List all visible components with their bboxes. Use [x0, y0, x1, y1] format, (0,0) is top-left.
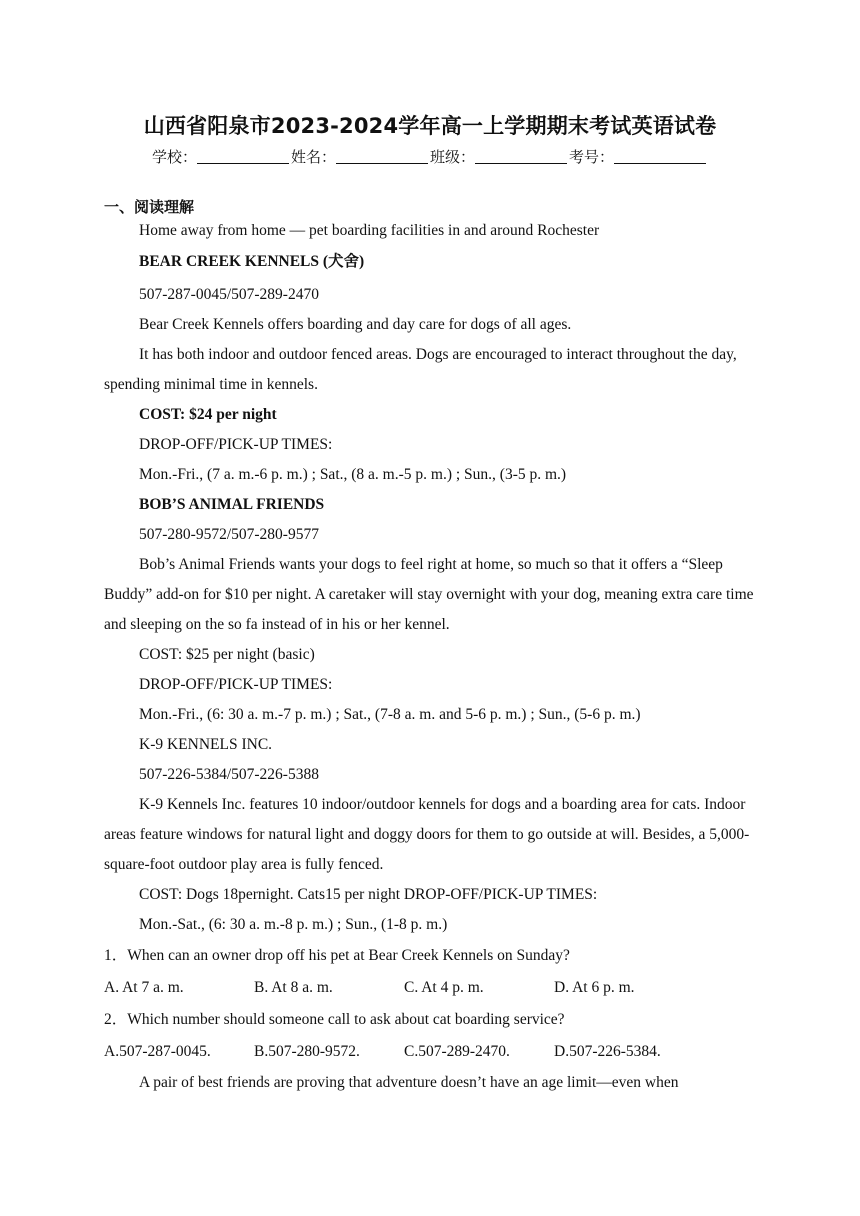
question-2: 2．Which number should someone call to ask about cat boarding service? — [104, 1011, 565, 1028]
exam-number-label: 考号： — [569, 148, 615, 166]
exam-title: 山西省阳泉市2023-2024学年高一上学期期末考试英语试卷 — [143, 114, 717, 138]
q1-option-a[interactable]: A. At 7 a. m. — [104, 979, 184, 996]
exam-number-blank[interactable] — [614, 149, 706, 164]
kennel3-desc: K-9 Kennels Inc. features 10 indoor/outdoor kennels for dogs and a boarding area for cats. Indoor areas feature windows for natural light and doggy doors for them to go outside at will. Besides, a 5,000-square-foot outdoor play area is fully fenced. — [104, 796, 750, 873]
school-blank[interactable] — [197, 149, 289, 164]
section-heading: 一、阅读理解 — [104, 198, 195, 216]
class-label: 班级： — [430, 148, 476, 166]
kennel1-desc1: Bear Creek Kennels offers boarding and day care for dogs of all ages. — [139, 316, 572, 333]
name-blank[interactable] — [336, 149, 428, 164]
q2-option-c[interactable]: C.507-289-2470. — [404, 1043, 510, 1060]
kennel1-times: Mon.-Fri., (7 a. m.-6 p. m.) ; Sat., (8 a. m.-5 p. m.) ; Sun., (3-5 p. m.) — [139, 466, 567, 483]
q1-option-b[interactable]: B. At 8 a. m. — [254, 979, 333, 996]
student-info-line — [0, 146, 860, 167]
kennel2-name: BOB’S ANIMAL FRIENDS — [139, 496, 325, 513]
exam-content — [104, 196, 756, 1098]
kennel1-phone: 507-287-0045/507-289-2470 — [139, 286, 319, 303]
q1-option-c[interactable]: C. At 4 p. m. — [404, 979, 484, 996]
question-2-options — [104, 1036, 756, 1068]
kennel2-times: Mon.-Fri., (6: 30 a. m.-7 p. m.) ; Sat., (7-8 a. m. and 5-6 p. m.) ; Sun., (5-6 p. m.) — [139, 706, 641, 723]
passage-intro: Home away from home — pet boarding facilities in and around Rochester — [139, 222, 600, 239]
q1-option-d[interactable]: D. At 6 p. m. — [554, 979, 635, 996]
kennel1-name: BEAR CREEK KENNELS (犬舍) — [139, 253, 365, 270]
kennel1-times-label: DROP-OFF/PICK-UP TIMES: — [139, 436, 333, 453]
kennel1-desc2: It has both indoor and outdoor fenced areas. Dogs are encouraged to interact throughout the day, spending minimal time in kennels. — [104, 346, 737, 393]
q2-option-b[interactable]: B.507-280-9572. — [254, 1043, 360, 1060]
question-1-options — [104, 972, 756, 1004]
kennel2-times-label: DROP-OFF/PICK-UP TIMES: — [139, 676, 333, 693]
kennel3-phone: 507-226-5384/507-226-5388 — [139, 766, 319, 783]
kennel3-times: Mon.-Sat., (6: 30 a. m.-8 p. m.) ; Sun., (1-8 p. m.) — [139, 916, 448, 933]
kennel2-cost: COST: $25 per night (basic) — [139, 646, 315, 663]
kennel2-desc: Bob’s Animal Friends wants your dogs to feel right at home, so much so that it offers a “Sleep Buddy” add-on for $10 per night. A caretaker will stay overnight with your dog, meaning extra care time and sleeping on the so fa instead of in his or her kennel. — [104, 556, 754, 633]
question-1: 1．When can an owner drop off his pet at Bear Creek Kennels on Sunday? — [104, 947, 570, 964]
kennel3-cost: COST: Dogs 18pernight. Cats15 per night DROP-OFF/PICK-UP TIMES: — [139, 886, 598, 903]
next-passage-start: A pair of best friends are proving that adventure doesn’t have an age limit—even when — [139, 1074, 679, 1091]
kennel1-cost: COST: $24 per night — [139, 406, 277, 423]
kennel2-phone: 507-280-9572/507-280-9577 — [139, 526, 319, 543]
q2-option-a[interactable]: A.507-287-0045. — [104, 1043, 211, 1060]
q2-option-d[interactable]: D.507-226-5384. — [554, 1043, 661, 1060]
name-label: 姓名： — [290, 148, 336, 166]
kennel3-name: K-9 KENNELS INC. — [139, 736, 273, 753]
school-label: 学校： — [151, 148, 197, 166]
class-blank[interactable] — [475, 149, 567, 164]
